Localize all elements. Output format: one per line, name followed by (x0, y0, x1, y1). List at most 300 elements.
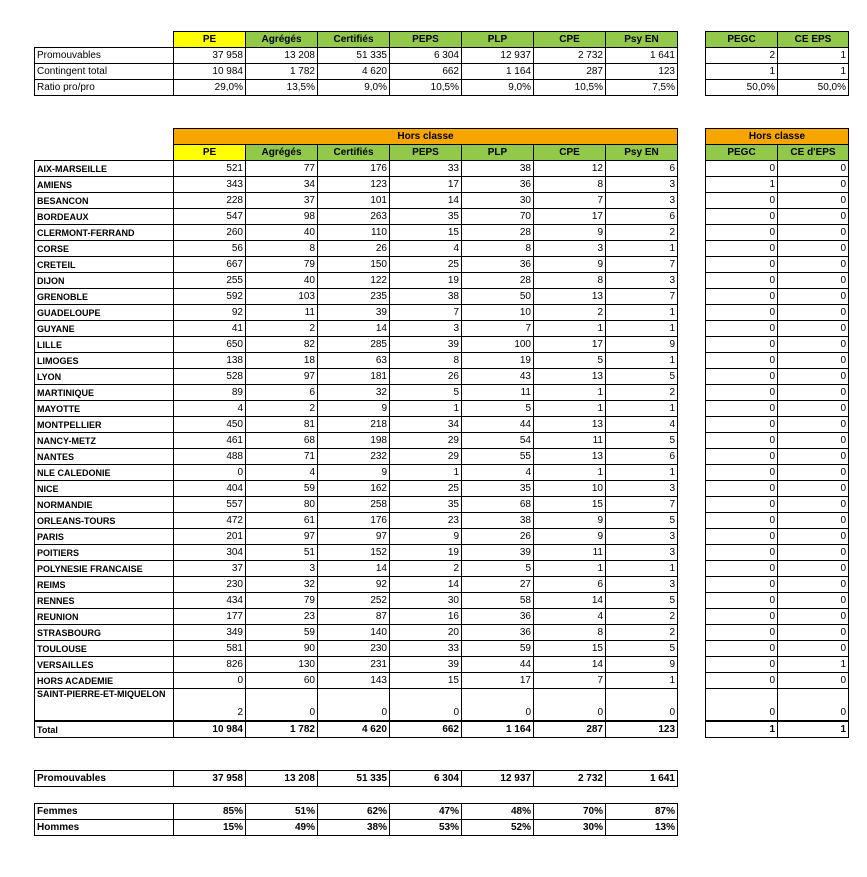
col-header-pegc: PEGC (706, 145, 778, 161)
table-cell: 10,5% (390, 80, 462, 96)
table-cell: 0 (778, 225, 849, 241)
table-row (35, 177, 678, 193)
table-cell: 12 937 (462, 771, 534, 787)
table-cell: 12 937 (462, 48, 534, 64)
table-cell: 0 (706, 193, 778, 209)
table-cell: 0 (706, 257, 778, 273)
table-cell: 87 (318, 609, 390, 625)
table-cell: 0 (706, 161, 778, 177)
table-cell: 285 (318, 337, 390, 353)
row-label: Ratio pro/pro (35, 80, 174, 96)
table-row (35, 321, 678, 337)
table-cell: 41 (174, 321, 246, 337)
table-row (35, 273, 678, 289)
table-cell: 123 (606, 64, 678, 80)
academies-table (34, 128, 678, 738)
table-row (35, 593, 678, 609)
table-cell: 9,0% (462, 80, 534, 96)
academies-header-row (35, 145, 678, 161)
row-label: NLE CALEDONIE (35, 465, 174, 481)
table-cell: 28 (462, 273, 534, 289)
table-cell: 19 (462, 353, 534, 369)
row-label: GUYANE (35, 321, 174, 337)
table-cell: 68 (246, 433, 318, 449)
table-cell: 44 (462, 417, 534, 433)
table-cell: 1 (390, 465, 462, 481)
table-cell: 55 (462, 449, 534, 465)
table-cell: 1 (534, 465, 606, 481)
table-row (35, 625, 678, 641)
table-cell: 3 (390, 321, 462, 337)
gender-body (35, 804, 678, 836)
table-cell: 8 (534, 177, 606, 193)
col-header-agreges: Agrégés (246, 32, 318, 48)
table-cell: 0 (778, 433, 849, 449)
total-cell: 1 (778, 721, 849, 738)
table-row (35, 417, 678, 433)
table-cell: 181 (318, 369, 390, 385)
row-label: NANTES (35, 449, 174, 465)
table-cell: 230 (174, 577, 246, 593)
table-cell: 0 (174, 673, 246, 689)
table-cell: 650 (174, 337, 246, 353)
table-cell: 1 (390, 401, 462, 417)
table-cell: 13,5% (246, 80, 318, 96)
table-cell: 20 (390, 625, 462, 641)
table-cell: 0 (778, 321, 849, 337)
col-header-cpe: CPE (534, 32, 606, 48)
table-cell: 2 (390, 561, 462, 577)
table-cell: 32 (246, 577, 318, 593)
table-cell: 32 (318, 385, 390, 401)
table-row (35, 209, 678, 225)
table-cell: 9 (606, 337, 678, 353)
table-cell: 14 (318, 321, 390, 337)
table-cell: 2 (174, 689, 246, 722)
summary-right-row (706, 48, 849, 64)
table-cell: 68 (462, 497, 534, 513)
table-cell: 0 (778, 481, 849, 497)
table-cell: 6 (606, 161, 678, 177)
table-cell: 1 164 (462, 64, 534, 80)
table-cell: 103 (246, 289, 318, 305)
table-cell: 25 (390, 481, 462, 497)
table-cell: 232 (318, 449, 390, 465)
table-cell: 9 (606, 657, 678, 673)
table-cell: 450 (174, 417, 246, 433)
summary-body (35, 48, 678, 96)
table-cell: 9 (318, 401, 390, 417)
table-cell: 13% (606, 820, 678, 836)
row-label: MAYOTTE (35, 401, 174, 417)
table-cell: 0 (778, 177, 849, 193)
table-cell: 2 (606, 609, 678, 625)
table-cell: 0 (706, 289, 778, 305)
table-cell: 37 (246, 193, 318, 209)
table-cell: 3 (606, 193, 678, 209)
table-cell: 0 (706, 497, 778, 513)
row-label: POITIERS (35, 545, 174, 561)
table-cell: 0 (778, 193, 849, 209)
table-cell: 3 (606, 177, 678, 193)
row-label: NICE (35, 481, 174, 497)
table-cell: 13 (534, 449, 606, 465)
table-cell: 30 (390, 593, 462, 609)
row-label: BESANCON (35, 193, 174, 209)
table-cell: 6 (534, 577, 606, 593)
table-row (35, 641, 678, 657)
table-cell: 1 641 (606, 48, 678, 64)
table-cell: 97 (318, 529, 390, 545)
table-cell: 6 304 (390, 48, 462, 64)
table-cell: 2 (534, 305, 606, 321)
table-cell: 7 (606, 497, 678, 513)
row-label: NORMANDIE (35, 497, 174, 513)
table-cell: 7 (390, 305, 462, 321)
table-cell: 0 (778, 641, 849, 657)
table-cell: 87% (606, 804, 678, 820)
table-cell: 1 (606, 353, 678, 369)
table-cell: 1 (606, 241, 678, 257)
table-cell: 235 (318, 289, 390, 305)
table-cell: 8 (246, 241, 318, 257)
table-row (706, 449, 849, 465)
table-row (35, 513, 678, 529)
table-cell: 231 (318, 657, 390, 673)
table-cell: 0 (778, 625, 849, 641)
table-cell: 89 (174, 385, 246, 401)
hors-classe-right-row (706, 129, 849, 145)
table-cell: 4 (246, 465, 318, 481)
table-cell: 5 (534, 353, 606, 369)
table-cell: 6 (606, 209, 678, 225)
table-cell: 11 (534, 545, 606, 561)
total-cell: 123 (606, 721, 678, 738)
academies-right-header-row (706, 145, 849, 161)
table-cell: 36 (462, 609, 534, 625)
gender-row (35, 804, 678, 820)
table-cell: 1 (606, 401, 678, 417)
table-cell: 82 (246, 337, 318, 353)
table-cell: 2 (246, 401, 318, 417)
table-cell: 1 (778, 657, 849, 673)
promouvables-row (35, 771, 678, 787)
table-cell: 15 (534, 497, 606, 513)
table-cell: 27 (462, 577, 534, 593)
table-cell: 59 (246, 481, 318, 497)
row-label: SAINT-PIERRE-ET-MIQUELON (35, 689, 174, 722)
table-cell: 0 (778, 289, 849, 305)
table-cell: 63 (318, 353, 390, 369)
row-label: AMIENS (35, 177, 174, 193)
table-cell: 38 (462, 161, 534, 177)
table-cell: 9 (318, 465, 390, 481)
table-cell: 11 (534, 433, 606, 449)
row-label: Hommes (35, 820, 174, 836)
summary-right-row (706, 80, 849, 96)
table-cell: 14 (534, 657, 606, 673)
table-cell: 51 335 (318, 771, 390, 787)
table-cell: 14 (318, 561, 390, 577)
table-cell: 3 (246, 561, 318, 577)
total-cell: 1 (706, 721, 778, 738)
table-row (706, 657, 849, 673)
row-label: VERSAILLES (35, 657, 174, 673)
table-cell: 258 (318, 497, 390, 513)
table-row (706, 321, 849, 337)
table-cell: 521 (174, 161, 246, 177)
table-cell: 60 (246, 673, 318, 689)
table-row (706, 417, 849, 433)
table-cell: 667 (174, 257, 246, 273)
table-cell: 0 (706, 337, 778, 353)
table-cell: 17 (390, 177, 462, 193)
row-label: STRASBOURG (35, 625, 174, 641)
table-cell: 0 (534, 689, 606, 722)
table-cell: 662 (390, 64, 462, 80)
table-row (35, 545, 678, 561)
table-row (35, 353, 678, 369)
row-label: MONTPELLIER (35, 417, 174, 433)
table-cell: 9 (534, 225, 606, 241)
table-cell: 1 (778, 48, 849, 64)
table-cell: 18 (246, 353, 318, 369)
table-row (35, 689, 678, 722)
table-row (706, 561, 849, 577)
table-cell: 1 (706, 64, 778, 80)
table-cell: 0 (778, 689, 849, 722)
table-cell: 49% (246, 820, 318, 836)
table-cell: 51% (246, 804, 318, 820)
table-row (35, 609, 678, 625)
total-cell: 1 782 (246, 721, 318, 738)
table-cell: 13 (534, 417, 606, 433)
table-cell: 28 (462, 225, 534, 241)
table-cell: 13 208 (246, 771, 318, 787)
table-cell: 228 (174, 193, 246, 209)
table-cell: 110 (318, 225, 390, 241)
table-cell: 50 (462, 289, 534, 305)
table-cell: 17 (462, 673, 534, 689)
table-cell: 101 (318, 193, 390, 209)
table-cell: 9 (390, 529, 462, 545)
table-cell: 36 (462, 625, 534, 641)
table-cell: 10,5% (534, 80, 606, 96)
table-cell: 13 (534, 369, 606, 385)
table-cell: 3 (606, 577, 678, 593)
table-cell: 263 (318, 209, 390, 225)
table-cell: 50,0% (778, 80, 849, 96)
col-header-certifies: Certifiés (318, 32, 390, 48)
table-cell: 30% (534, 820, 606, 836)
table-cell: 0 (778, 673, 849, 689)
table-row (35, 257, 678, 273)
table-cell: 79 (246, 593, 318, 609)
table-cell: 0 (778, 257, 849, 273)
table-row (706, 305, 849, 321)
table-row (706, 673, 849, 689)
table-cell: 33 (390, 641, 462, 657)
table-cell: 59 (246, 625, 318, 641)
table-cell: 0 (706, 577, 778, 593)
table-cell: 0 (706, 225, 778, 241)
table-cell: 17 (534, 209, 606, 225)
table-cell: 5 (606, 593, 678, 609)
table-cell: 1 (534, 321, 606, 337)
table-cell: 0 (778, 529, 849, 545)
table-cell: 138 (174, 353, 246, 369)
table-cell: 34 (390, 417, 462, 433)
table-cell: 0 (778, 273, 849, 289)
row-label: ORLEANS-TOURS (35, 513, 174, 529)
row-label: TOULOUSE (35, 641, 174, 657)
table-cell: 4 620 (318, 64, 390, 80)
table-cell: 2 732 (534, 48, 606, 64)
table-cell: 0 (606, 689, 678, 722)
table-cell: 0 (706, 673, 778, 689)
table-cell: 4 (606, 417, 678, 433)
table-row (706, 609, 849, 625)
table-cell: 8 (390, 353, 462, 369)
total-cell: 662 (390, 721, 462, 738)
table-row (706, 401, 849, 417)
table-cell: 58 (462, 593, 534, 609)
summary-table-right (705, 31, 849, 96)
row-label: LYON (35, 369, 174, 385)
table-cell: 0 (778, 513, 849, 529)
table-row (35, 241, 678, 257)
table-cell: 198 (318, 433, 390, 449)
table-cell: 0 (706, 273, 778, 289)
table-cell: 1 782 (246, 64, 318, 80)
table-cell: 70 (462, 209, 534, 225)
table-cell: 1 (778, 64, 849, 80)
table-cell: 23 (246, 609, 318, 625)
table-cell: 52% (462, 820, 534, 836)
table-cell: 34 (246, 177, 318, 193)
table-cell: 5 (390, 385, 462, 401)
table-row (706, 385, 849, 401)
table-cell: 11 (246, 305, 318, 321)
table-cell: 0 (706, 241, 778, 257)
col-header-pegc: PEGC (706, 32, 778, 48)
table-cell: 4 (534, 609, 606, 625)
table-cell: 0 (174, 465, 246, 481)
table-cell: 7 (534, 673, 606, 689)
table-cell: 6 (606, 449, 678, 465)
table-cell: 97 (246, 369, 318, 385)
table-cell: 15% (174, 820, 246, 836)
table-cell: 43 (462, 369, 534, 385)
hors-classe-header: Hors classe (174, 129, 678, 145)
table-cell: 0 (706, 209, 778, 225)
table-cell: 2 (706, 48, 778, 64)
col-header-psy-en: Psy EN (606, 145, 678, 161)
row-label: GUADELOUPE (35, 305, 174, 321)
table-cell: 2 732 (534, 771, 606, 787)
col-header-plp: PLP (462, 32, 534, 48)
table-cell: 150 (318, 257, 390, 273)
academies-table-right (705, 128, 849, 738)
table-row (35, 289, 678, 305)
table-row (35, 657, 678, 673)
row-label: Contingent total (35, 64, 174, 80)
summary-right-row (706, 64, 849, 80)
table-cell: 15 (534, 641, 606, 657)
table-cell: 37 958 (174, 48, 246, 64)
table-row (35, 481, 678, 497)
table-cell: 260 (174, 225, 246, 241)
table-cell: 4 (390, 241, 462, 257)
table-row (35, 449, 678, 465)
table-cell: 1 (534, 561, 606, 577)
table-cell: 3 (534, 241, 606, 257)
total-right-row (706, 721, 849, 738)
table-cell: 0 (778, 241, 849, 257)
table-cell: 98 (246, 209, 318, 225)
table-row (706, 161, 849, 177)
table-cell: 2 (606, 625, 678, 641)
table-row (35, 577, 678, 593)
table-cell: 23 (390, 513, 462, 529)
table-cell: 85% (174, 804, 246, 820)
table-cell: 3 (606, 529, 678, 545)
table-cell: 0 (706, 609, 778, 625)
col-header-plp: PLP (462, 145, 534, 161)
table-cell: 7,5% (606, 80, 678, 96)
table-cell: 140 (318, 625, 390, 641)
table-cell: 122 (318, 273, 390, 289)
row-label: REUNION (35, 609, 174, 625)
table-row (35, 433, 678, 449)
table-cell: 47% (390, 804, 462, 820)
table-cell: 9,0% (318, 80, 390, 96)
table-cell: 404 (174, 481, 246, 497)
table-cell: 0 (706, 529, 778, 545)
table-cell: 13 208 (246, 48, 318, 64)
table-cell: 5 (606, 513, 678, 529)
table-cell: 26 (390, 369, 462, 385)
table-cell: 1 (606, 305, 678, 321)
table-cell: 5 (606, 369, 678, 385)
table-cell: 0 (462, 689, 534, 722)
table-row (35, 497, 678, 513)
table-row (35, 529, 678, 545)
col-header-pe: PE (174, 32, 246, 48)
table-cell: 1 (534, 401, 606, 417)
table-cell: 0 (706, 641, 778, 657)
table-cell: 3 (606, 545, 678, 561)
table-cell: 71 (246, 449, 318, 465)
table-cell: 0 (778, 465, 849, 481)
table-cell: 2 (606, 385, 678, 401)
table-cell: 5 (606, 433, 678, 449)
table-cell: 29 (390, 449, 462, 465)
table-cell: 38% (318, 820, 390, 836)
table-cell: 6 304 (390, 771, 462, 787)
table-cell: 70% (534, 804, 606, 820)
table-cell: 90 (246, 641, 318, 657)
table-cell: 8 (534, 273, 606, 289)
row-label: RENNES (35, 593, 174, 609)
table-cell: 19 (390, 545, 462, 561)
table-cell: 7 (534, 193, 606, 209)
col-header-certifies: Certifiés (318, 145, 390, 161)
row-label: POLYNESIE FRANCAISE (35, 561, 174, 577)
table-cell: 77 (246, 161, 318, 177)
table-row (706, 497, 849, 513)
table-cell: 81 (246, 417, 318, 433)
